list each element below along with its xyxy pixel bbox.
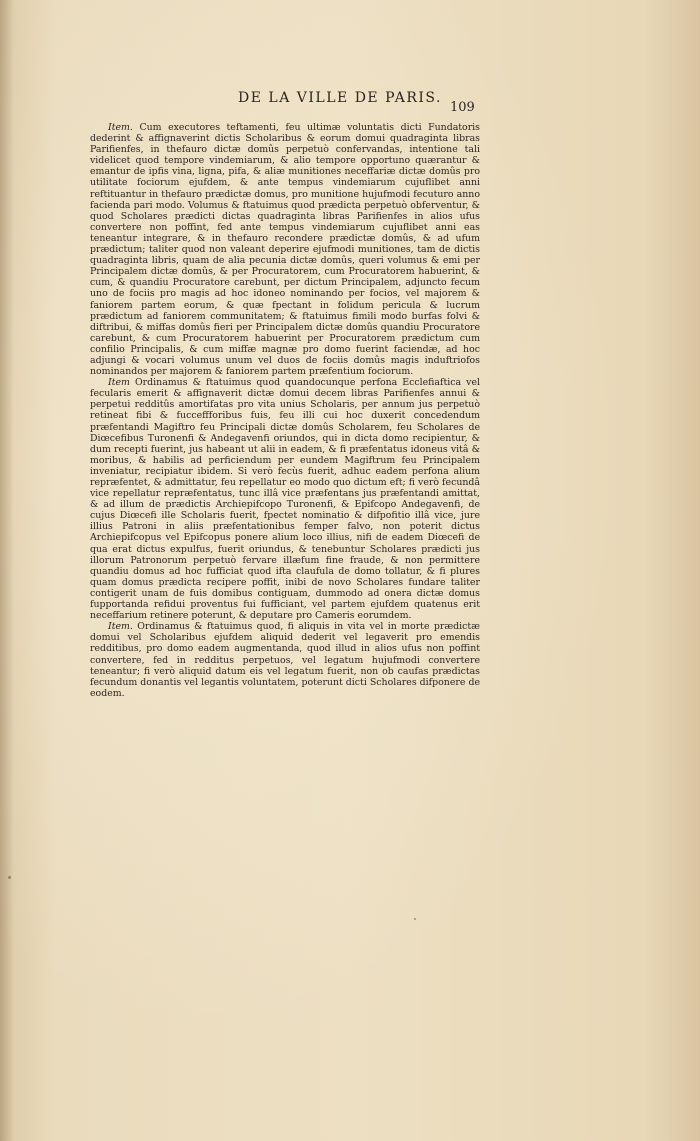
paragraph-text: Cum executores teftamenti, feu ultimæ voluntatis dicti Fundatoris dederint & affignaverint dictis Scholaribus & eorum domui quadraginta libras Parifienfes, in thefauro dictæ domûs perpetuò confervandas, intentione tali videlicet quod tempore vindemiarum, & alio tempore opportuno quærantur & emantur de ipfis vina, ligna, pifa, & aliæ munitiones neceffariæ dictæ domûs pro utilitate fociorum ejufdem, & ante tempus vindemiarum cujuflibet anni reftituantur in thefauro prædictæ domus, pro munitione hujufmodi fecuturo anno facienda pari modo. Volumus & ftatuimus quod prædicta perpetuò obferventur, & quod Scholares prædicti dictas quadraginta libras Parifienfes in alios ufus convertere non poffint, fed ante tempus vindemiarum cujuflibet anni eas teneantur integrare, & in thefauro recondere prædictæ domûs, & ad ufum prædictum; taliter quod non valeant deperire ejufmodi munitiones, tam de dictis quadraginta libris, quam de alia pecunia dictæ domûs, queri volumus & emi per Principalem dictæ domûs, & per Procuratorem, cum Procuratorem habuerint, & cum, & quandiu Procuratore carebunt, per dictum Principalem, adjuncto fecum uno de fociis pro magis ad hoc idoneo nominando per focios, vel majorem & faniorem partem eorum, & quæ fpectant in folidum pericula & lucrum prædictum ad faniorem communitatem; & ftatuimus fimili modo burfas folvi & diftribui, & miffas domûs fieri per Principalem dictæ domûs quandiu Procuratore carebunt, & cum Procuratorem habuerint per Procuratorem prædictum cum confilio Principalis, & cum miffæ magnæ pro domo fuerint faciendæ, ad hoc adjungi & vocari volumus unum vel duos de fociis domûs magis induftriofos nominandos per majorem & faniorem partem præfentium fociorum. xyxy=(90,122,480,378)
paragraph-lead: Item xyxy=(108,377,130,389)
page-number: 109 xyxy=(450,100,475,115)
running-head: DE LA VILLE DE PARIS. xyxy=(238,90,442,106)
paragraph-item-3 xyxy=(90,621,480,699)
body-text xyxy=(90,122,480,699)
paragraph-item-2 xyxy=(90,377,480,621)
gutter-shadow xyxy=(0,0,14,1141)
paragraph-text: Ordinamus & ftatuimus quod, fi aliquis in vita vel in morte prædictæ domui vel Scholaribus ejufdem aliquid dederit vel legaverit pro emendis redditibus, pro domo eadem augmentanda, quod illud in alios ufus non poffint convertere, fed in redditus perpetuos, vel legatum hujufmodi convertere teneantur; fi verò aliquid datum eis vel legatum fuerit, non ob caufas prædictas fecundum donantis vel legantis voluntatem, poterunt dicti Scholares difponere de eodem. xyxy=(90,621,480,699)
paper-speck xyxy=(8,876,11,879)
paragraph-text: Ordinamus & ftatuimus quod quandocunque perfona Ecclefiaftica vel fecularis emerit & affignaverit dictæ domui decem libras Parifienfes annui & perpetui redditûs amortifatas pro vita unius Scholaris, per annum jus perpetuò retineat fibi & fucceffforibus fuis, feu illi cui hoc duxerit concedendum præfentandi Magiftro feu Principali dictæ domûs Scholarem, feu Scholares de Diœcefibus Turonenfi & Andegavenfi oriundos, qui in dicta domo recipientur, & dum recepti fuerint, jus habeant ut alii in eadem, & fi præfentatus idoneus vitâ & moribus, & habilis ad perficiendum per eundem Magiftrum feu Principalem inveniatur, recipiatur ibidem. Si verò fecùs fuerit, adhuc eadem perfona alium repræfentet, & admittatur, feu repellatur eo modo quo dictum eft; fi verò fecundâ vice repellatur repræfentatus, tunc illâ vice præfentans jus præfentandi amittat, & ad illum de prædictis Archiepifcopo Turonenfi, & Epifcopo Andegavenfi, de cujus Diœcefi ille Scholaris fuerit, fpectet nominatio & difpofitio illâ vice, jure illius Patroni in aliis præfentationibus femper falvo, non poterit dictus Archiepifcopus vel Epifcopus ponere alium loco illius, nifi de eadem Diœcefi de qua erat dictus expulfus, fuerit oriundus, & tenebuntur Scholares prædicti jus illorum Patronorum perpetuò fervare illæfum fine fraude, & non permittere quandiu domus ad hoc fufficiat quod ifta claufula de domo tollatur, & fi plures quam domus prædicta recipere poffit, inibi de novo Scholares fundare taliter contigerit unam de fuis domibus contiguam, dummodo ad onera dictæ domus fupportanda refidui proventus fui fufficiant, vel partem ejufdem quatenus erit neceffarium retinere poterunt, & deputare pro Cameris eorumdem. xyxy=(90,377,480,622)
paragraph-item-1 xyxy=(90,122,480,377)
paragraph-lead: Item. xyxy=(108,621,133,633)
paper-speck xyxy=(414,918,416,920)
paragraph-lead: Item. xyxy=(108,122,133,133)
